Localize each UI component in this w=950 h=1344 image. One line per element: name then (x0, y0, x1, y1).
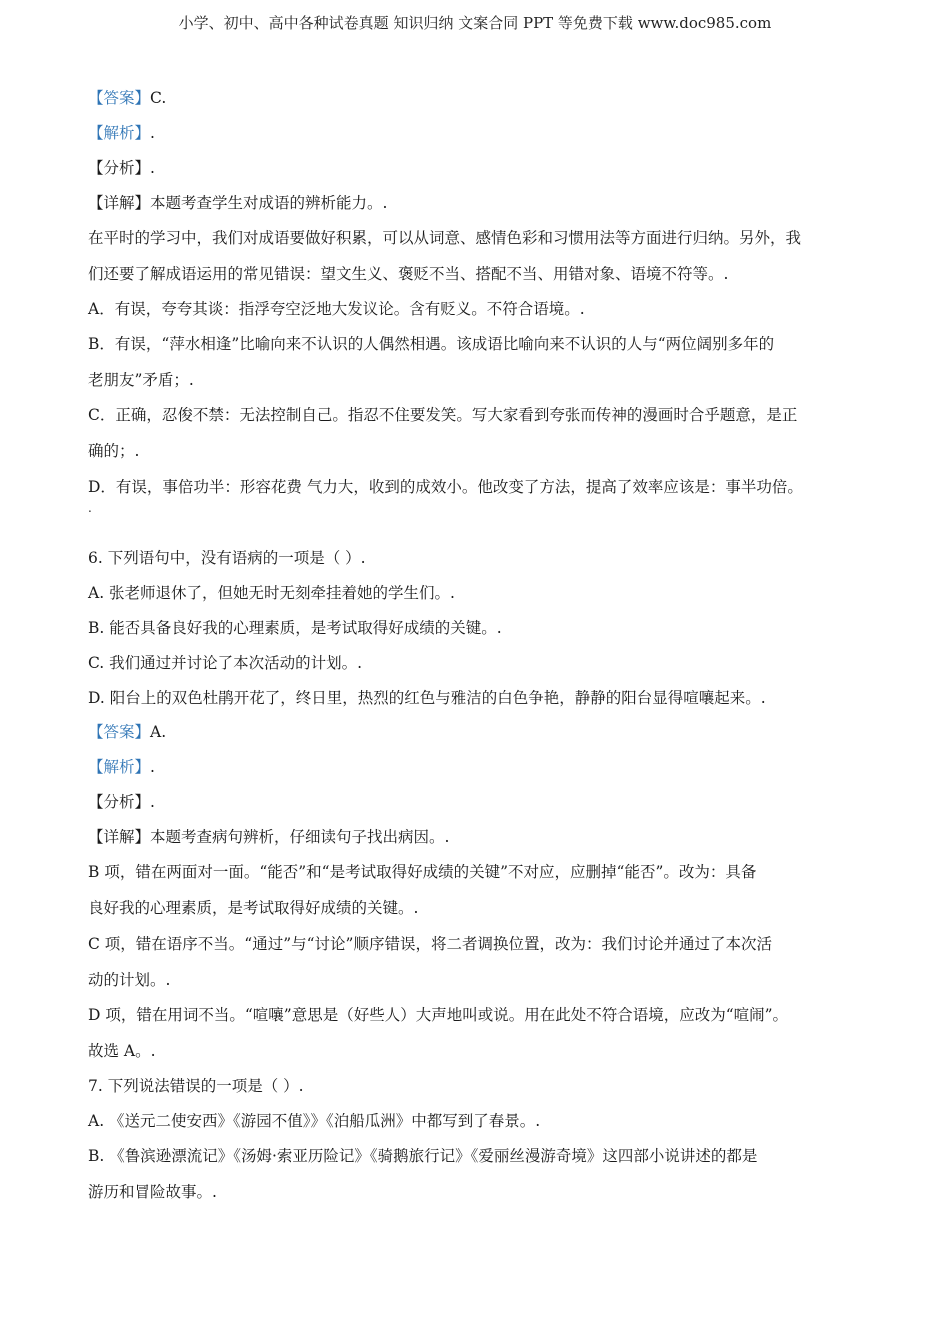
q6-c-line1: C 项，错在语序不当。“通过”与“讨论”顺序错误，将二者调换位置，改为：我们讨论并通过了本次活 (88, 935, 772, 953)
q5-option-a: A．有误，夸夸其谈：指浮夸空泛地大发议论。含有贬义。不符合语境。. (88, 300, 585, 318)
q7-option-a: A. 《送元二使安西》《游园不值》》《泊船瓜洲》中都写到了春景。. (88, 1112, 541, 1130)
answer-tag: 【答案】 (88, 89, 151, 107)
q5-option-b-line2: 老朋友”矛盾；. (88, 371, 194, 389)
q6-analysis-line (88, 757, 155, 777)
q5-para1-line1: 在平时的学习中，我们对成语要做好积累，可以从词意、感情色彩和习惯用法等方面进行归纳。另外，我 (88, 229, 802, 247)
q7-option-b-line2: 游历和冒险故事。. (88, 1183, 217, 1201)
detail-text: 本题考查病句辨析，仔细读句子找出病因。. (150, 828, 450, 846)
q7-stem: 7. 下列说法错误的一项是（ ）. (88, 1077, 304, 1095)
q5-answer-line (88, 88, 166, 108)
q5-para1-line2: 们还要了解成语运用的常见错误：望文生义、褒贬不当、搭配不当、用错对象、语境不符等。. (88, 265, 729, 283)
detail-tag: 【详解】 (88, 194, 151, 212)
analysis-tag: 【解析】 (88, 758, 151, 776)
q6-option-a: A. 张老师退休了，但她无时无刻牵挂着她的学生们。. (88, 584, 455, 602)
q6-d-line1: D 项，错在用词不当。“喧嚷”意思是（好些人）大声地叫或说。用在此处不符合语境，应改为“喧闹”。 (88, 1006, 789, 1024)
q7-option-b-line1: B. 《鲁滨逊漂流记》《汤姆·索亚历险记》《骑鹅旅行记》《爱丽丝漫游奇境》这四部小说讲述的都是 (88, 1147, 758, 1165)
q6-option-b: B. 能否具备良好我的心理素质，是考试取得好成绩的关键。. (88, 619, 502, 637)
q6-b-line1: B 项，错在两面对一面。“能否”和“是考试取得好成绩的关键”不对应，应删掉“能否”。改为：具备 (88, 863, 757, 881)
q5-option-d-line2: . (88, 501, 92, 515)
q5-option-c-line1: C．正确，忍俊不禁：无法控制自己。指忍不住要发笑。写大家看到夸张而传神的漫画时合乎题意，是正 (88, 406, 798, 424)
analysis-value: . (150, 124, 155, 142)
page-header: 小学、初中、高中各种试卷真题 知识归纳 文案合同 PPT 等免费下载 www.doc985.com (178, 14, 772, 32)
q6-option-c: C. 我们通过并讨论了本次活动的计划。. (88, 654, 363, 672)
answer-value: A. (150, 723, 167, 741)
q5-option-b-line1: B．有误，“萍水相逢”比喻向来不认识的人偶然相遇。该成语比喻向来不认识的人与“两位阔别多年的 (88, 335, 775, 353)
detail-text: 本题考查学生对成语的辨析能力。. (150, 194, 388, 212)
answer-tag: 【答案】 (88, 723, 151, 741)
answer-value: C. (150, 89, 167, 107)
q6-option-d: D. 阳台上的双色杜鹃开花了，终日里，热烈的红色与雅洁的白色争艳，静静的阳台显得喧嚷起来。. (88, 689, 766, 707)
q6-fenxi-line: 【分析】. (88, 793, 155, 811)
q5-option-c-line2: 确的；. (88, 442, 140, 460)
analysis-value: . (150, 758, 155, 776)
q5-option-d-line1: D．有误，事倍功半：形容花费 气力大，收到的成效小。他改变了方法，提高了效率应该是：事半功倍。 (88, 478, 803, 496)
q6-c-line2: 动的计划。. (88, 971, 171, 989)
q6-conclusion: 故选 A。. (88, 1042, 156, 1060)
q6-b-line2: 良好我的心理素质，是考试取得好成绩的关键。. (88, 899, 419, 917)
q6-answer-line (88, 722, 166, 742)
analysis-tag: 【解析】 (88, 124, 151, 142)
q6-detail-line (88, 827, 449, 847)
q6-stem: 6. 下列语句中，没有语病的一项是（ ）. (88, 549, 366, 567)
q5-analysis-line (88, 123, 155, 143)
q5-fenxi-line: 【分析】. (88, 159, 155, 177)
q5-detail-line (88, 193, 387, 213)
detail-tag: 【详解】 (88, 828, 151, 846)
